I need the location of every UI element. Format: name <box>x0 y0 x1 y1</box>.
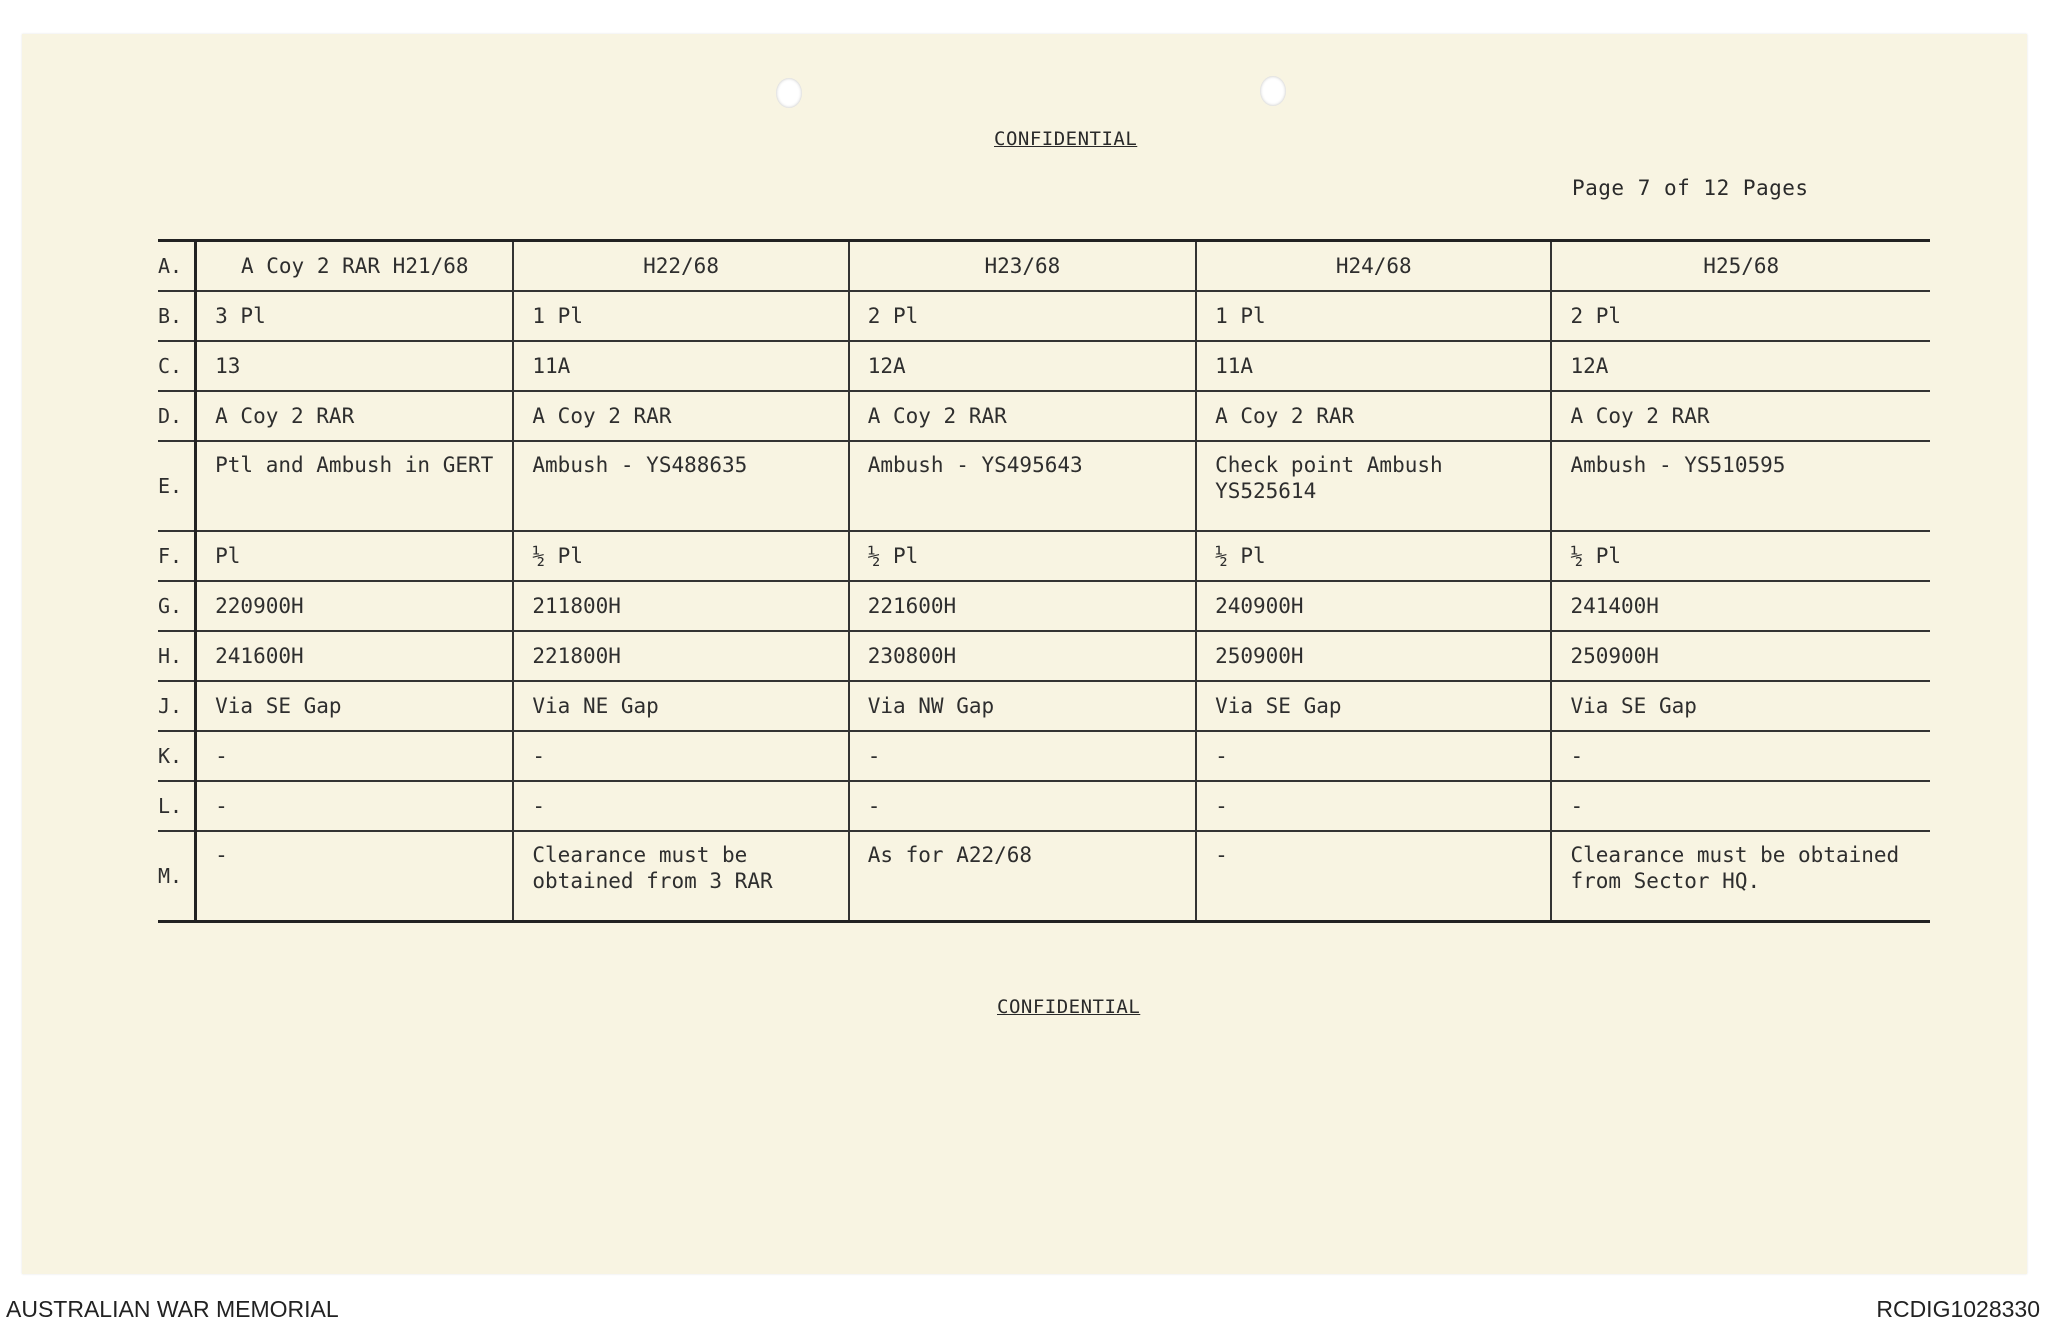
table-cell: 2 Pl <box>1551 291 1930 341</box>
table-cell: 250900H <box>1196 631 1551 681</box>
punch-hole <box>776 78 802 108</box>
row-label: E. <box>158 441 196 531</box>
row-label: B. <box>158 291 196 341</box>
table-cell: - <box>1551 781 1930 831</box>
table-cell: 221600H <box>849 581 1196 631</box>
table-cell: Via SE Gap <box>1196 681 1551 731</box>
row-label: G. <box>158 581 196 631</box>
table-cell: 240900H <box>1196 581 1551 631</box>
table-cell: 241400H <box>1551 581 1930 631</box>
table-row <box>158 391 1930 441</box>
row-label: L. <box>158 781 196 831</box>
table-cell: A Coy 2 RAR <box>849 391 1196 441</box>
table-cell: - <box>849 781 1196 831</box>
table-cell: - <box>1551 731 1930 781</box>
task-id-cell: H23/68 <box>849 241 1196 292</box>
classification-footer: CONFIDENTIAL <box>997 996 1141 1018</box>
table-row <box>158 341 1930 391</box>
archive-institution: AUSTRALIAN WAR MEMORIAL <box>6 1296 339 1322</box>
table-row <box>158 781 1930 831</box>
row-label: M. <box>158 831 196 922</box>
table-row <box>158 241 1930 292</box>
row-label: H. <box>158 631 196 681</box>
document-page <box>22 34 2027 1274</box>
table-cell: - <box>1196 731 1551 781</box>
row-label: F. <box>158 531 196 581</box>
table-cell: 3 Pl <box>196 291 514 341</box>
table-cell: ½ Pl <box>1551 531 1930 581</box>
table-cell: ½ Pl <box>513 531 848 581</box>
table-row <box>158 681 1930 731</box>
table-cell: 11A <box>1196 341 1551 391</box>
row-label: J. <box>158 681 196 731</box>
punch-hole <box>1260 76 1286 106</box>
table-cell: 221800H <box>513 631 848 681</box>
table-row <box>158 631 1930 681</box>
table-cell: Via NW Gap <box>849 681 1196 731</box>
table-cell: - <box>196 781 514 831</box>
table-cell: Pl <box>196 531 514 581</box>
table-cell: 250900H <box>1551 631 1930 681</box>
orders-table <box>158 239 1930 923</box>
row-label: C. <box>158 341 196 391</box>
table-cell: - <box>513 781 848 831</box>
table-cell: Ambush - YS510595 <box>1551 441 1930 531</box>
table-cell: - <box>513 731 848 781</box>
table-cell: 211800H <box>513 581 848 631</box>
table-cell: 241600H <box>196 631 514 681</box>
table-cell: 1 Pl <box>1196 291 1551 341</box>
table-cell: 1 Pl <box>513 291 848 341</box>
table-cell: Via NE Gap <box>513 681 848 731</box>
table-cell: - <box>1196 781 1551 831</box>
page-indicator: Page 7 of 12 Pages <box>1572 176 1809 200</box>
table-cell: Ambush - YS488635 <box>513 441 848 531</box>
table-cell: As for A22/68 <box>849 831 1196 922</box>
table-cell: ½ Pl <box>849 531 1196 581</box>
table-cell: A Coy 2 RAR <box>1551 391 1930 441</box>
table-cell: 13 <box>196 341 514 391</box>
table-row <box>158 831 1930 922</box>
table-cell: 12A <box>849 341 1196 391</box>
table-cell: Check point Ambush YS525614 <box>1196 441 1551 531</box>
table-row <box>158 441 1930 531</box>
table-cell: Via SE Gap <box>196 681 514 731</box>
table-cell: - <box>849 731 1196 781</box>
table-cell: Ptl and Ambush in GERT <box>196 441 514 531</box>
table-cell: Clearance must be obtained from 3 RAR <box>513 831 848 922</box>
table-cell: - <box>1196 831 1551 922</box>
classification-header: CONFIDENTIAL <box>994 128 1138 150</box>
table-cell: A Coy 2 RAR <box>513 391 848 441</box>
table-row <box>158 581 1930 631</box>
row-label: K. <box>158 731 196 781</box>
task-id-cell: A Coy 2 RAR H21/68 <box>196 241 514 292</box>
table-cell: A Coy 2 RAR <box>1196 391 1551 441</box>
table-cell: A Coy 2 RAR <box>196 391 514 441</box>
task-id-cell: H25/68 <box>1551 241 1930 292</box>
archive-record-id: RCDIG1028330 <box>1876 1296 2040 1322</box>
table-row <box>158 731 1930 781</box>
table-cell: 12A <box>1551 341 1930 391</box>
table-row <box>158 291 1930 341</box>
table-cell: 2 Pl <box>849 291 1196 341</box>
table-cell: Clearance must be obtained from Sector HQ. <box>1551 831 1930 922</box>
table-cell: - <box>196 831 514 922</box>
task-id-cell: H22/68 <box>513 241 848 292</box>
table-cell: 230800H <box>849 631 1196 681</box>
table-cell: Ambush - YS495643 <box>849 441 1196 531</box>
row-label: A. <box>158 241 196 292</box>
table-cell: 11A <box>513 341 848 391</box>
row-label: D. <box>158 391 196 441</box>
table-cell: ½ Pl <box>1196 531 1551 581</box>
table-row <box>158 531 1930 581</box>
table-cell: Via SE Gap <box>1551 681 1930 731</box>
task-id-cell: H24/68 <box>1196 241 1551 292</box>
table-cell: - <box>196 731 514 781</box>
table-cell: 220900H <box>196 581 514 631</box>
